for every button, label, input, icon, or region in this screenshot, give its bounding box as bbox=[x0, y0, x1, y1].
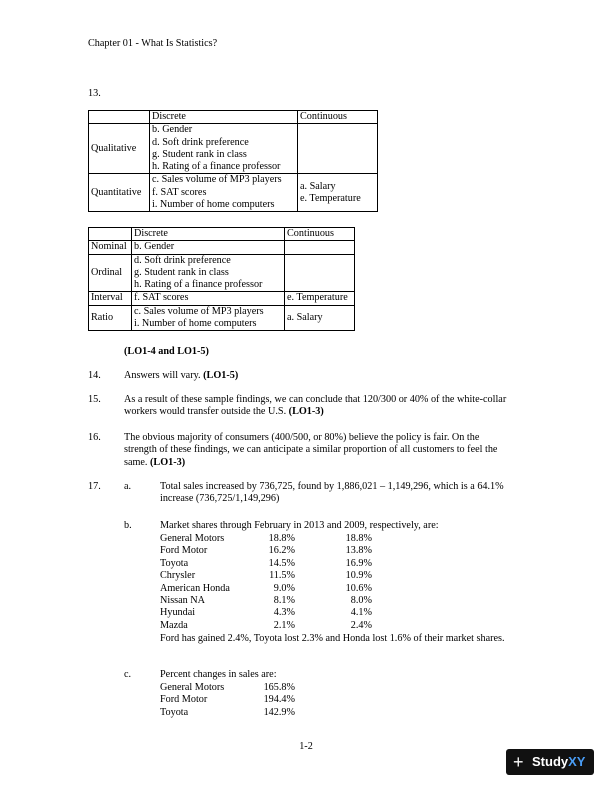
table2-corner bbox=[89, 228, 132, 241]
table1-cell-line: b. Gender bbox=[152, 124, 193, 136]
table1-quantitative-continuous bbox=[298, 174, 378, 212]
share-2013: 8.1% bbox=[273, 594, 295, 606]
answer-line: increase (736,725/1,149,296) bbox=[160, 493, 280, 505]
part-b-label: b. bbox=[124, 520, 132, 531]
lo-tag: (LO1-3) bbox=[150, 456, 186, 468]
company-name: American Honda bbox=[160, 582, 230, 594]
lo-tag: (LO1-3) bbox=[288, 406, 324, 418]
percent-change: 142.9% bbox=[263, 706, 295, 718]
list-item bbox=[0, 533, 612, 545]
table2-ordinal-continuous bbox=[285, 254, 355, 292]
table2-cell-line: d. Soft drink preference bbox=[134, 254, 231, 266]
list-item bbox=[0, 595, 612, 607]
part-c-label: c. bbox=[124, 669, 132, 680]
question-14-text bbox=[124, 370, 524, 382]
table2-cell-line: i. Number of home computers bbox=[134, 318, 257, 330]
table2-interval-discrete: f. SAT scores bbox=[132, 292, 285, 305]
share-2013: 14.5% bbox=[268, 557, 295, 569]
logo-text-xy: XY bbox=[568, 754, 586, 769]
part-a-label: a. bbox=[124, 481, 132, 492]
share-2009: 4.1% bbox=[350, 607, 372, 619]
page-header: Chapter 01 - What Is Statistics? bbox=[88, 38, 218, 49]
lo-tag: (LO1-4 and LO1-5) bbox=[124, 346, 209, 357]
table2-interval-continuous: e. Temperature bbox=[285, 292, 355, 305]
table2-cell-line: c. Sales volume of MP3 players bbox=[134, 305, 264, 317]
page-number: 1-2 bbox=[299, 741, 313, 752]
table1-quantitative-discrete bbox=[150, 174, 298, 212]
answer-line: The obvious majority of consumers (400/500, or 80%) believe the policy is fair. On the bbox=[124, 432, 480, 443]
table1-qualitative-continuous bbox=[298, 124, 378, 174]
table1-cell-line: e. Temperature bbox=[300, 192, 361, 204]
table1-row-label-quantitative: Quantitative bbox=[89, 174, 150, 212]
question-15-number: 15. bbox=[88, 394, 101, 405]
table1-cell-line: c. Sales volume of MP3 players bbox=[152, 174, 282, 186]
part-b-summary: Ford has gained 2.4%, Toyota lost 2.3% and Honda lost 1.6% of their market shares. bbox=[160, 633, 505, 644]
question-16-text bbox=[124, 432, 564, 469]
table1-qualitative-discrete bbox=[150, 124, 298, 174]
company-name: Ford Motor bbox=[160, 545, 208, 557]
table1-cell-line: h. Rating of a finance professor bbox=[152, 161, 281, 173]
part-a-text bbox=[160, 481, 580, 506]
share-2009: 16.9% bbox=[345, 557, 372, 569]
question-13-lo bbox=[124, 346, 209, 358]
share-2013: 2.1% bbox=[273, 619, 295, 631]
table-qualitative-quantitative bbox=[88, 110, 378, 212]
answer-line bbox=[124, 457, 564, 469]
company-name: Toyota bbox=[160, 557, 189, 569]
question-15-text bbox=[124, 394, 564, 419]
question-14-number: 14. bbox=[88, 370, 101, 381]
answer-line: As a result of these sample findings, we can conclude that 120/300 or 40% of the white-collar bbox=[124, 394, 507, 405]
share-2009: 13.8% bbox=[345, 545, 372, 557]
table2-header-discrete: Discrete bbox=[132, 228, 285, 241]
logo-text-study: Study bbox=[532, 754, 569, 769]
list-item bbox=[0, 607, 612, 619]
share-2009: 10.6% bbox=[345, 582, 372, 594]
list-item bbox=[0, 570, 612, 582]
answer-text: same. bbox=[124, 456, 151, 468]
logo-text bbox=[532, 749, 585, 775]
share-2009: 18.8% bbox=[345, 533, 372, 544]
studyxy-logo bbox=[506, 749, 594, 775]
table-measurement-levels bbox=[88, 227, 355, 331]
question-17-number: 17. bbox=[88, 481, 101, 492]
share-2013: 11.5% bbox=[269, 570, 295, 582]
question-13-number: 13. bbox=[88, 88, 101, 99]
list-item bbox=[0, 558, 612, 570]
table2-row-label-interval: Interval bbox=[89, 292, 132, 305]
share-2009: 8.0% bbox=[350, 594, 372, 606]
table1-header-discrete: Discrete bbox=[150, 111, 298, 124]
table2-row-label-ratio: Ratio bbox=[89, 305, 132, 331]
table2-row-label-nominal: Nominal bbox=[89, 241, 132, 254]
share-2013: 16.2% bbox=[268, 545, 295, 557]
share-2013: 4.3% bbox=[273, 607, 295, 619]
table1-corner bbox=[89, 111, 150, 124]
list-item bbox=[0, 583, 612, 595]
table2-nominal-continuous bbox=[285, 241, 355, 254]
table2-header-continuous: Continuous bbox=[285, 228, 355, 241]
answer-line: strength of these findings, we can anticipate a similar proportion of all customers to feel the bbox=[124, 444, 498, 456]
table2-cell-line: g. Student rank in class bbox=[134, 266, 229, 278]
list-item bbox=[0, 707, 612, 719]
table1-cell-line: f. SAT scores bbox=[152, 186, 207, 198]
table1-row-label-qualitative: Qualitative bbox=[89, 124, 150, 174]
question-16-number: 16. bbox=[88, 432, 101, 443]
percent-change: 165.8% bbox=[263, 682, 295, 693]
percent-change-list bbox=[0, 682, 612, 719]
company-name: Hyundai bbox=[160, 607, 196, 619]
answer-line: Total sales increased by 736,725, found by 1,886,021 – 1,149,296, which is a 64.1% bbox=[160, 481, 504, 492]
company-name: Ford Motor bbox=[160, 694, 208, 706]
table2-ratio-discrete bbox=[132, 305, 285, 331]
table1-cell-line: g. Student rank in class bbox=[152, 148, 247, 160]
company-name: General Motors bbox=[160, 682, 225, 693]
table2-ordinal-discrete bbox=[132, 254, 285, 292]
percent-change: 194.4% bbox=[263, 694, 295, 706]
plus-icon: + bbox=[513, 752, 524, 772]
part-c-intro: Percent changes in sales are: bbox=[160, 669, 277, 680]
share-2009: 2.4% bbox=[350, 619, 372, 631]
share-2013: 9.0% bbox=[273, 582, 295, 594]
company-name: Chrysler bbox=[160, 570, 196, 582]
answer-text: workers would transfer outside the U.S. bbox=[124, 406, 289, 418]
part-b-intro: Market shares through February in 2013 and 2009, respectively, are: bbox=[160, 520, 439, 531]
table2-nominal-discrete: b. Gender bbox=[132, 241, 285, 254]
table1-cell-line: i. Number of home computers bbox=[152, 199, 275, 211]
table2-cell-line: h. Rating of a finance professor bbox=[134, 279, 263, 291]
lo-tag: (LO1-5) bbox=[203, 370, 239, 381]
answer-line bbox=[124, 406, 564, 418]
list-item bbox=[0, 682, 612, 694]
list-item bbox=[0, 545, 612, 557]
table1-header-continuous: Continuous bbox=[298, 111, 378, 124]
market-share-list bbox=[0, 533, 612, 632]
list-item bbox=[0, 620, 612, 632]
table2-ratio-continuous: a. Salary bbox=[285, 305, 355, 331]
company-name: General Motors bbox=[160, 533, 225, 544]
share-2009: 10.9% bbox=[345, 570, 372, 582]
table1-cell-line: d. Soft drink preference bbox=[152, 136, 249, 148]
list-item bbox=[0, 694, 612, 706]
table2-row-label-ordinal: Ordinal bbox=[89, 254, 132, 292]
share-2013: 18.8% bbox=[268, 533, 295, 544]
company-name: Toyota bbox=[160, 706, 189, 718]
company-name: Nissan NA bbox=[160, 594, 205, 606]
table1-cell-line: a. Salary bbox=[300, 180, 336, 192]
company-name: Mazda bbox=[160, 619, 188, 631]
answer-text: Answers will vary. bbox=[124, 370, 204, 381]
